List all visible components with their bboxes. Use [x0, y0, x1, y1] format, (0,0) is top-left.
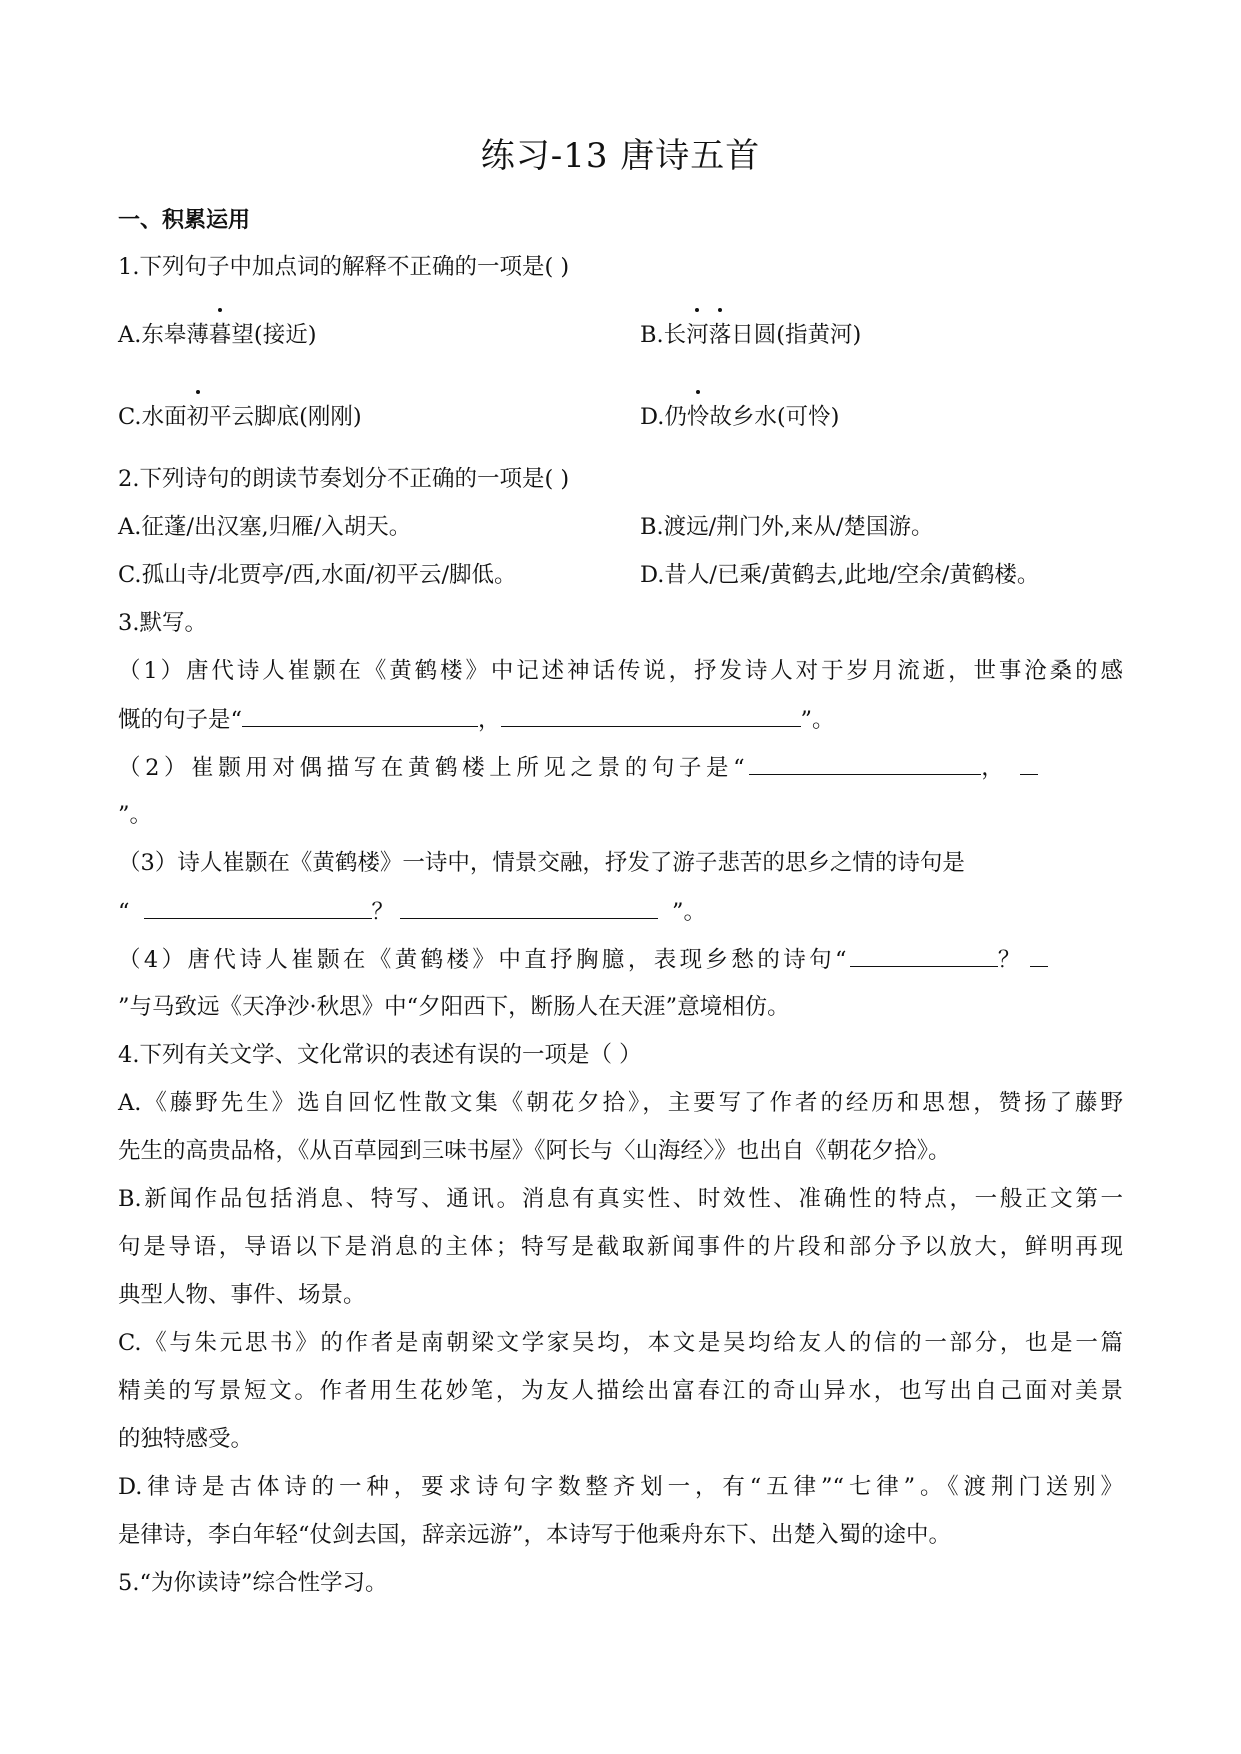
- section-heading: 一、积累运用: [118, 208, 251, 233]
- q4-option-c-line1: C.《与朱元思书》的作者是南朝梁文学家吴均，本文是吴均给友人的信的一部分，也是一篇: [118, 1330, 1123, 1356]
- q1-option-b: [640, 320, 861, 350]
- answer-blank[interactable]: [749, 752, 981, 775]
- q1-d-text-pre: D.仍: [640, 404, 687, 430]
- q1-b-dotted-char-2: 落: [708, 322, 732, 348]
- q3-part4-lead: （4）唐代诗人崔颢在《黄鹤楼》中直抒胸臆，表现乡愁的诗句“: [118, 947, 850, 973]
- q4-option-a-line2: 先生的高贵品格，《从百草园到三味书屋》《阿长与〈山海经〉》也出自《朝花夕拾》。: [118, 1138, 951, 1164]
- question-5-stem: 5.“为你读诗”综合性学习。: [118, 1570, 388, 1596]
- q3-part1-lead: 慨的句子是“: [118, 707, 243, 733]
- q2-option-c: C.孤山寺/北贾亭/西,水面/初平云/脚低。: [118, 562, 517, 588]
- q4-option-a-line1: A.《藤野先生》选自回忆性散文集《朝花夕拾》，主要写了作者的经历和思想，赞扬了藤野: [118, 1090, 1123, 1116]
- q4-option-b-line1: B.新闻作品包括消息、特写、通讯。消息有真实性、时效性、准确性的特点，一般正文第一: [118, 1186, 1123, 1212]
- q3-part3-sep: ？: [371, 899, 395, 925]
- q3-part2-line2: ”。: [118, 802, 153, 828]
- q1-a-text-post: 望(接近): [231, 322, 317, 348]
- q2-option-b: B.渡远/荆门外,来从/楚国游。: [640, 514, 934, 540]
- q1-c-text-pre: C.水面: [118, 404, 187, 430]
- q3-part2-lead: （2）崔颢用对偶描写在黄鹤楼上所见之景的句子是“: [118, 755, 750, 781]
- page-title: 练习-13 唐诗五首: [480, 136, 761, 176]
- q4-option-c-line2: 精美的写景短文。作者用生花妙笔，为友人描绘出富春江的奇山异水，也写出自己面对美景: [118, 1378, 1123, 1404]
- q1-a-text-pre: A.东皋薄: [118, 322, 209, 348]
- q3-part3-end: ”。: [672, 899, 707, 925]
- q1-b-dotted-char-1: 河: [686, 322, 709, 348]
- q1-option-a: [118, 320, 316, 350]
- q1-d-dotted-word: 怜: [686, 404, 710, 430]
- answer-blank[interactable]: [850, 944, 998, 967]
- q1-option-c: [118, 402, 362, 432]
- q3-part4-sep: ？: [997, 947, 1024, 973]
- answer-blank[interactable]: [144, 896, 372, 919]
- q3-part1-sep: ，: [478, 707, 501, 733]
- q3-part1-line1: （1）唐代诗人崔颢在《黄鹤楼》中记述神话传说，抒发诗人对于岁月流逝，世事沧桑的感: [118, 658, 1123, 684]
- q4-option-c-line3: 的独特感受。: [118, 1426, 254, 1452]
- q3-part1-line2: [118, 704, 835, 735]
- answer-blank[interactable]: [242, 704, 478, 727]
- q1-b-text-post: 日圆(指黄河): [731, 322, 862, 348]
- question-2-stem: 2.下列诗句的朗读节奏划分不正确的一项是( ): [118, 466, 570, 492]
- q4-option-d-line1: D.律诗是古体诗的一种，要求诗句字数整齐划一，有“五律”“七律”。《渡荆门送别》: [118, 1474, 1123, 1500]
- answer-blank[interactable]: [1020, 752, 1038, 775]
- q1-d-text-post: 故乡水(可怜): [709, 404, 840, 430]
- q3-part4-line1: [118, 944, 1048, 975]
- q4-option-d-line2: 是律诗，李白年轻“仗剑去国，辞亲远游”，本诗写于他乘舟东下、出楚入蜀的途中。: [118, 1522, 952, 1548]
- q1-c-dotted-word: 初: [186, 404, 210, 430]
- answer-blank[interactable]: [501, 704, 801, 727]
- q3-part3-line2: [118, 896, 706, 927]
- answer-blank[interactable]: [1030, 944, 1048, 967]
- q3-part3-open: “: [118, 899, 130, 925]
- answer-blank[interactable]: [400, 896, 658, 919]
- q2-option-a: A.征蓬/出汉塞,归雁/入胡天。: [118, 514, 412, 540]
- q1-a-dotted-word: 暮: [208, 322, 232, 348]
- q1-b-text-pre: B.长: [640, 322, 687, 348]
- q3-part2-sep: ，: [981, 755, 1009, 781]
- question-1-stem: 1.下列句子中加点词的解释不正确的一项是( ): [118, 254, 570, 280]
- q4-option-b-line2: 句是导语，导语以下是消息的主体；特写是截取新闻事件的片段和部分予以放大，鲜明再现: [118, 1234, 1123, 1260]
- q4-option-b-line3: 典型人物、事件、场景。: [118, 1282, 366, 1308]
- q1-c-text-post: 平云脚底(刚刚): [209, 404, 362, 430]
- question-3-stem: 3.默写。: [118, 610, 207, 636]
- q1-option-d: [640, 402, 839, 432]
- q3-part2-line1: [118, 752, 1038, 783]
- q3-part3-line1: （3）诗人崔颢在《黄鹤楼》一诗中，情景交融，抒发了游子悲苦的思乡之情的诗句是: [118, 850, 965, 876]
- q2-option-d: D.昔人/已乘/黄鹤去,此地/空余/黄鹤楼。: [640, 562, 1040, 588]
- q3-part1-end: ”。: [800, 707, 835, 733]
- q3-part4-line2: ”与马致远《天净沙·秋思》中“夕阳西下，断肠人在天涯”意境相仿。: [118, 994, 790, 1020]
- question-4-stem: 4.下列有关文学、文化常识的表述有误的一项是（ ）: [118, 1042, 642, 1068]
